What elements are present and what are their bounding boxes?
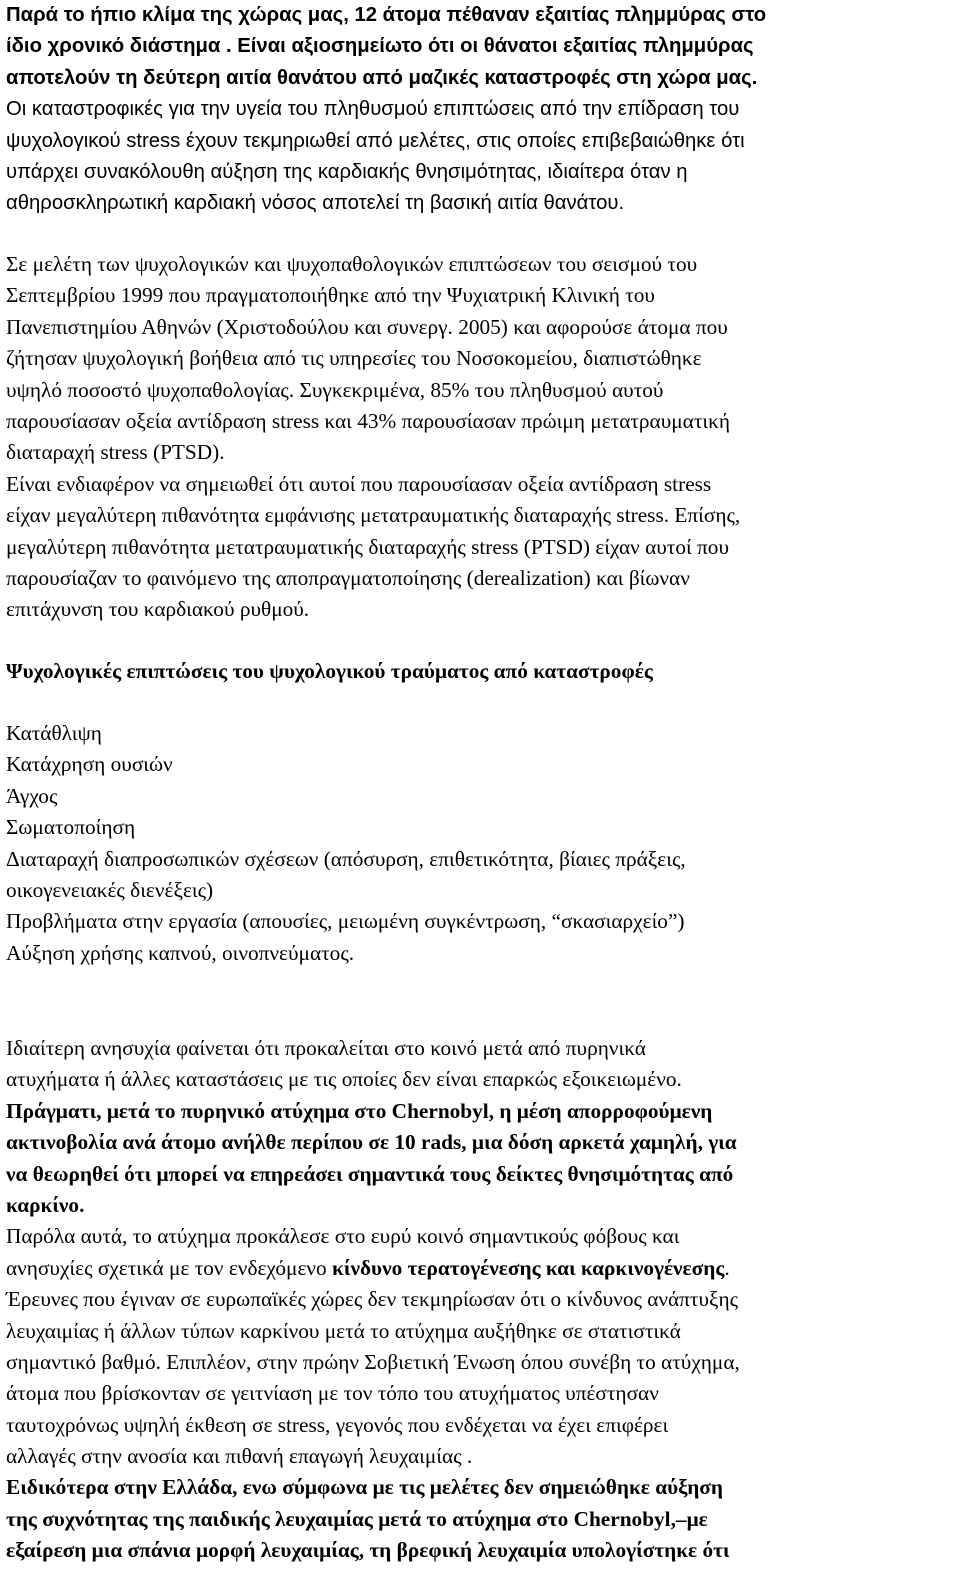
text-line: αθηροσκληρωτική καρδιακή νόσος αποτελεί τη βασική αιτία θανάτου. <box>6 192 625 215</box>
emphasis-text: κίνδυνο τερατογένεσης και καρκινογένεσης <box>332 1255 725 1280</box>
text-line: αποτελούν τη δεύτερη αιτία θανάτου από μαζικές καταστροφές στη χώρα μας. <box>6 66 758 89</box>
text-line: Ιδιαίτερη ανησυχία φαίνεται ότι προκαλείται στο κοινό μετά από πυρηνικά <box>6 1036 646 1060</box>
text-line: Είναι ενδιαφέρον να σημειωθεί ότι αυτοί που παρουσίασαν οξεία αντίδραση stress <box>6 471 712 496</box>
text-line: παρουσίασαν οξεία αντίδραση stress και 43% παρουσίασαν πρώιμη μετατραυματική <box>6 408 730 433</box>
text-line: καρκίνο. <box>6 1192 85 1217</box>
text-line: Παρόλα αυτά, το ατύχημα προκάλεσε στο ευρύ κοινό σημαντικούς φόβους και <box>6 1224 680 1249</box>
list-item: Προβλήματα στην εργασία (απουσίες, μειωμένη συγκέντρωση, “σκασιαρχείο”) <box>6 909 685 934</box>
text-line: Σεπτεμβρίου 1999 που πραγματοποιήθηκε από την Ψυχιατρική Κλινική του <box>6 283 655 308</box>
text-line: ζήτησαν ψυχολογική βοήθεια από τις υπηρεσίες του Νοσοκομείου, διαπιστώθηκε <box>6 346 702 371</box>
text-line: επιτάχυνση του καρδιακού ρυθμού. <box>6 597 310 622</box>
list-item: Κατάχρηση ουσιών <box>6 752 173 777</box>
list-item: Αύξηση χρήσης καπνού, οινοπνεύματος. <box>6 940 355 965</box>
list-item: Κατάθλιψη <box>6 721 102 745</box>
text-line: άτομα που βρίσκονταν σε γειτνίαση με τον τόπο του ατυχήματος υπέστησαν <box>6 1381 659 1406</box>
text-run: . <box>724 1255 730 1280</box>
text-line: σημαντικό βαθμό. Επιπλέον, στην πρώην Σοβιετική Ένωση όπου συνέβη το ατύχημα, <box>6 1349 740 1374</box>
text-line: υπάρχει συνακόλουθη αύξηση της καρδιακής θνησιμότητας, ιδιαίτερα όταν η <box>6 160 688 183</box>
text-line: Παρά το ήπιο κλίμα της χώρας μας, 12 άτομα πέθαναν εξαιτίας πλημμύρας στο <box>6 4 767 26</box>
text-line <box>6 1253 950 1284</box>
effects-list <box>6 718 950 969</box>
text-line: εξαίρεση μια σπάνια μορφή λευχαιμίας, τη βρεφική λευχαιμία υπολογίστηκε ότι <box>6 1538 730 1563</box>
text-line: διαταραχή stress (PTSD). <box>6 440 225 465</box>
text-line: ψυχολογικού stress έχουν τεκμηριωθεί από μελέτες, στις οποίες επιβεβαιώθηκε ότι <box>6 129 745 152</box>
text-line: ατυχήματα ή άλλες καταστάσεις με τις οποίες δεν είναι επαρκώς εξοικειωμένο. <box>6 1067 682 1092</box>
text-line: Ειδικότερα στην Ελλάδα, ενω σύμφωνα με τις μελέτες δεν σημειώθηκε αύξηση <box>6 1475 723 1500</box>
text-line: λευχαιμίας ή άλλων τύπων καρκίνου μετά το ατύχημα αυξήθηκε σε στατιστικά <box>6 1318 681 1343</box>
list-item: Διαταραχή διαπροσωπικών σχέσεων (απόσυρση, επιθετικότητα, βίαιες πράξεις, <box>6 846 686 871</box>
list-item: Άγχος <box>6 783 58 808</box>
text-line: Οι καταστροφικές για την υγεία του πληθυσμού επιπτώσεις από την επίδραση του <box>6 98 740 121</box>
text-line: Πανεπιστημίου Αθηνών (Χριστοδούλου και συνεργ. 2005) και αφορούσε άτομα που <box>6 314 728 339</box>
text-line: Πράγματι, μετά το πυρηνικό ατύχημα στο Chernobyl, η μέση απορροφούμενη <box>6 1098 713 1123</box>
heading-text: Ψυχολογικές επιπτώσεις του ψυχολογικού τραύματος από καταστροφές <box>6 659 653 683</box>
text-line: ακτινοβολία ανά άτομο ανήλθε περίπου σε 10 rads, μια δόση αρκετά χαμηλή, για <box>6 1130 737 1155</box>
text-line: να θεωρηθεί ότι μπορεί να επηρεάσει σημαντικά τους δείκτες θνησιμότητας από <box>6 1161 734 1186</box>
text-line: της συχνότητας της παιδικής λευχαιμίας μετά το ατύχημα στο Chernobyl,–με <box>6 1506 708 1531</box>
text-line: παρουσίαζαν το φαινόμενο της αποπραγματοποίησης (derealization) και βίωναν <box>6 565 690 590</box>
text-line: αλλαγές στην ανοσία και πιθανή επαγωγή λευχαιμίας . <box>6 1444 473 1469</box>
text-line: ταυτοχρόνως υψηλή έκθεση σε stress, γεγονός που ενδέχεται να έχει επιφέρει <box>6 1412 669 1437</box>
text-run: ανησυχίες σχετικά με τον ενδεχόμενο <box>6 1255 333 1280</box>
paragraph-nuclear-concern <box>6 1033 950 1567</box>
text-line: Σε μελέτη των ψυχολογικών και ψυχοπαθολογικών επιπτώσεων του σεισμού του <box>6 252 698 276</box>
section-heading <box>6 656 950 687</box>
paragraph-earthquake-study <box>6 249 950 626</box>
text-line: Έρευνες που έγιναν σε ευρωπαϊκές χώρες δεν τεκμηρίωσαν ότι ο κίνδυνος ανάπτυξης <box>6 1287 739 1312</box>
list-item: Σωματοποίηση <box>6 815 136 840</box>
text-line: ίδιο χρονικό διάστημα . Είναι αξιοσημείωτο ότι οι θάνατοι εξαιτίας πλημμύρας <box>6 35 754 58</box>
text-line: μεγαλύτερη πιθανότητα μετατραυματικής διαταραχής stress (PTSD) είχαν αυτοί που <box>6 534 730 559</box>
list-item: οικογενειακές διενέξεις) <box>6 877 214 902</box>
text-line: υψηλό ποσοστό ψυχοπαθολογίας. Συγκεκριμένα, 85% του πληθυσμού αυτού <box>6 377 664 402</box>
paragraph-flood-deaths <box>6 0 950 220</box>
text-line: είχαν μεγαλύτερη πιθανότητα εμφάνισης μετατραυματικής διαταραχής stress. Επίσης, <box>6 503 741 528</box>
